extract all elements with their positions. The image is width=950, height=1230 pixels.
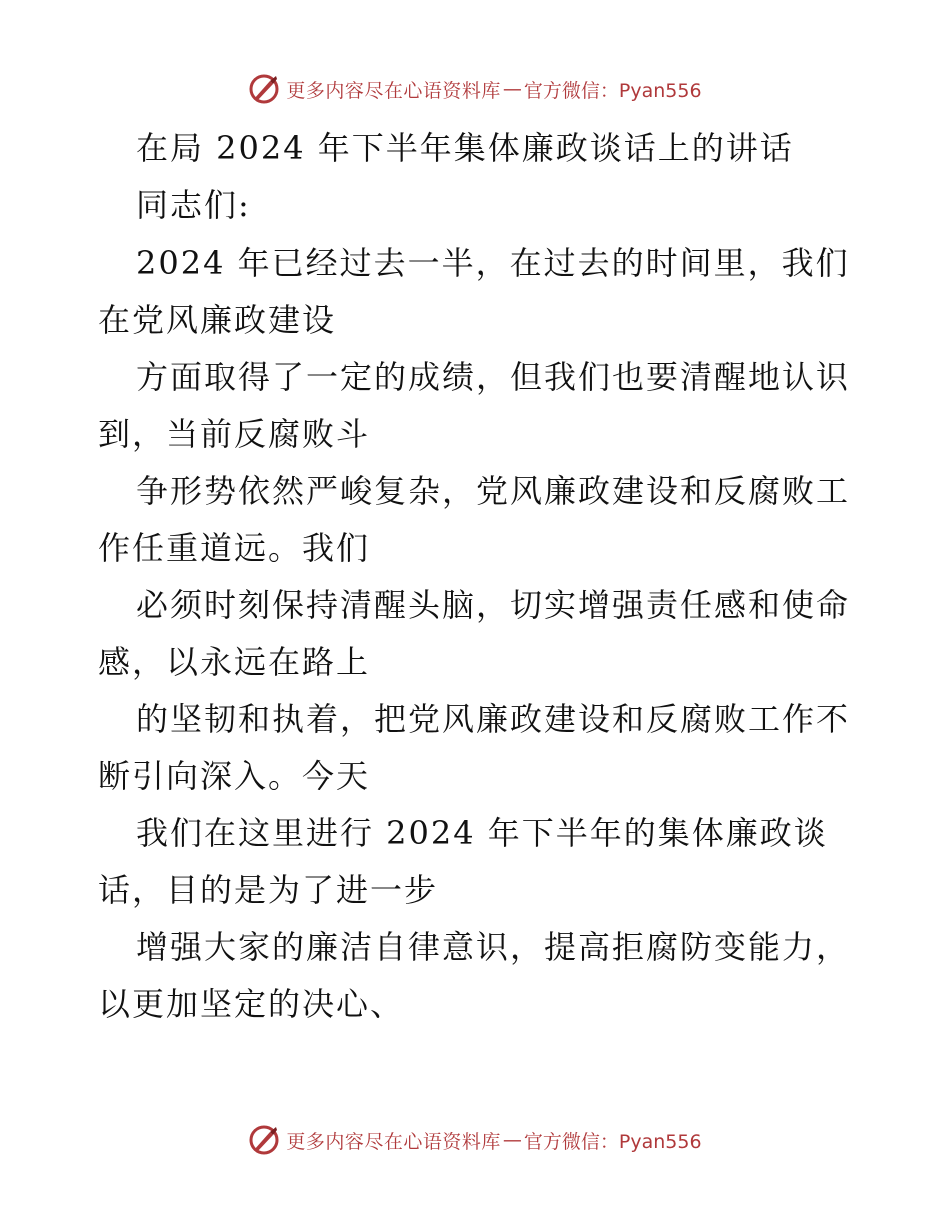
paragraph-line: 必须时刻保持清醒头脑，切实增强责任感和使命 (136, 586, 851, 624)
quill-seal-icon (248, 73, 280, 105)
paragraph-line: 作任重道远。我们 (98, 529, 371, 567)
watermark-text: 更多内容尽在心语资料库 (286, 1130, 501, 1153)
footer-watermark (0, 1124, 950, 1156)
paragraph-line: 增强大家的廉洁自律意识，提高拒腐防变能力， (136, 928, 851, 966)
paragraph-line: 话，目的是为了进一步 (98, 871, 439, 909)
document-title: 在局 2024 年下半年集体廉政谈话上的讲话 (136, 129, 794, 167)
paragraph-line: 到，当前反腐败斗 (98, 415, 371, 453)
paragraph-line: 在党风廉政建设 (98, 301, 337, 339)
watermark-wechat: 官方微信：Pyan556 (523, 79, 702, 102)
paragraph-line: 的坚韧和执着，把党风廉政建设和反腐败工作不 (136, 700, 851, 738)
paragraph-line: 断引向深入。今天 (98, 757, 371, 795)
salutation: 同志们: (136, 186, 251, 224)
paragraph-line: 以更加坚定的决心、 (98, 985, 405, 1023)
watermark-dash: — (502, 1129, 522, 1151)
paragraph-line: 感，以永远在路上 (98, 643, 371, 681)
paragraph-line: 争形势依然严峻复杂，党风廉政建设和反腐败工 (136, 472, 851, 510)
watermark-wechat: 官方微信：Pyan556 (523, 1130, 702, 1153)
paragraph-line: 我们在这里进行 2024 年下半年的集体廉政谈 (136, 814, 828, 852)
header-watermark (0, 73, 950, 105)
paragraph-line: 2024 年已经过去一半，在过去的时间里，我们 (136, 244, 850, 282)
watermark-dash: — (502, 78, 522, 100)
watermark-text: 更多内容尽在心语资料库 (286, 79, 501, 102)
quill-seal-icon (248, 1124, 280, 1156)
paragraph-line: 方面取得了一定的成绩，但我们也要清醒地认识 (136, 358, 851, 396)
